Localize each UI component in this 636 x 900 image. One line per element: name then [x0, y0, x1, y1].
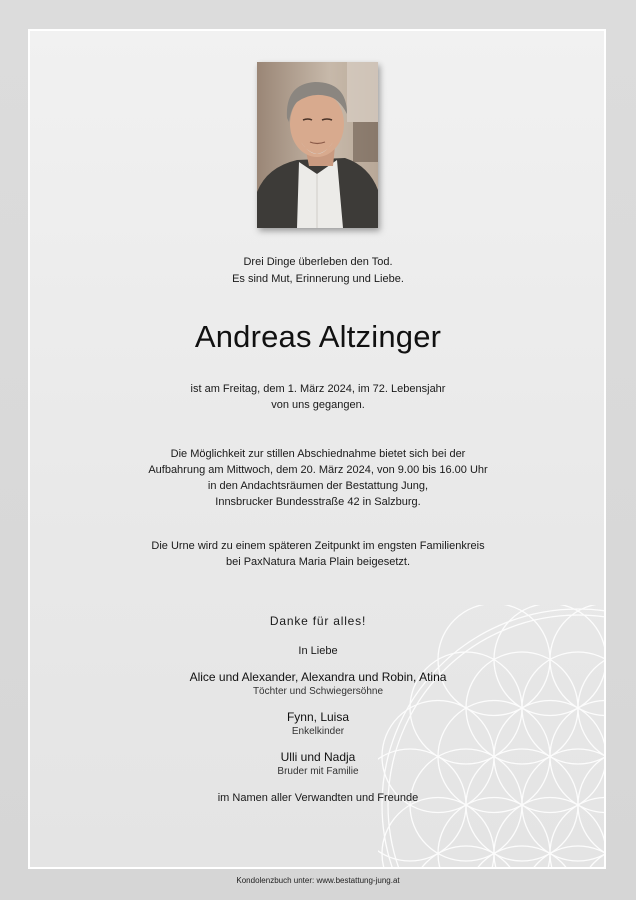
- family-names: Fynn, Luisa: [286, 710, 350, 724]
- family-relation: Enkelkinder: [291, 726, 345, 737]
- family-relation: Bruder mit Familie: [277, 766, 359, 777]
- farewell-details: Die Möglichkeit zur stillen Abschiednahme bietet sich bei der Aufbahrung am Mittwoch, dem 20. März 2024, von 9.00 bis 16.00 Uhr in den Andachtsräumen der Bestattung Jung, Innsbrucker Bundesstraße 42 in Salzburg.: [148, 448, 488, 508]
- motto-quote: Drei Dinge überleben den Tod. Es sind Mut, Erinnerung und Liebe.: [232, 256, 404, 285]
- condolence-book-link[interactable]: Kondolenzbuch unter: www.bestattung-jung.at: [236, 876, 400, 885]
- deceased-name: Andreas Altzinger: [194, 319, 442, 354]
- in-love-line: In Liebe: [298, 645, 338, 657]
- family-names: Ulli und Nadja: [280, 750, 356, 764]
- passing-announcement: ist am Freitag, dem 1. März 2024, im 72. Lebensjahr von uns gegangen.: [190, 383, 446, 411]
- burial-details: Die Urne wird zu einem späteren Zeitpunkt im engsten Familienkreis bei PaxNatura Maria Plain beigesetzt.: [151, 540, 485, 568]
- portrait-photo: [257, 62, 378, 228]
- closing-line: im Namen aller Verwandten und Freunde: [217, 792, 419, 804]
- family-relation: Töchter und Schwiegersöhne: [252, 686, 384, 697]
- family-names: Alice und Alexander, Alexandra und Robin, Atina: [189, 670, 447, 684]
- thanks-line: Danke für alles!: [269, 614, 367, 628]
